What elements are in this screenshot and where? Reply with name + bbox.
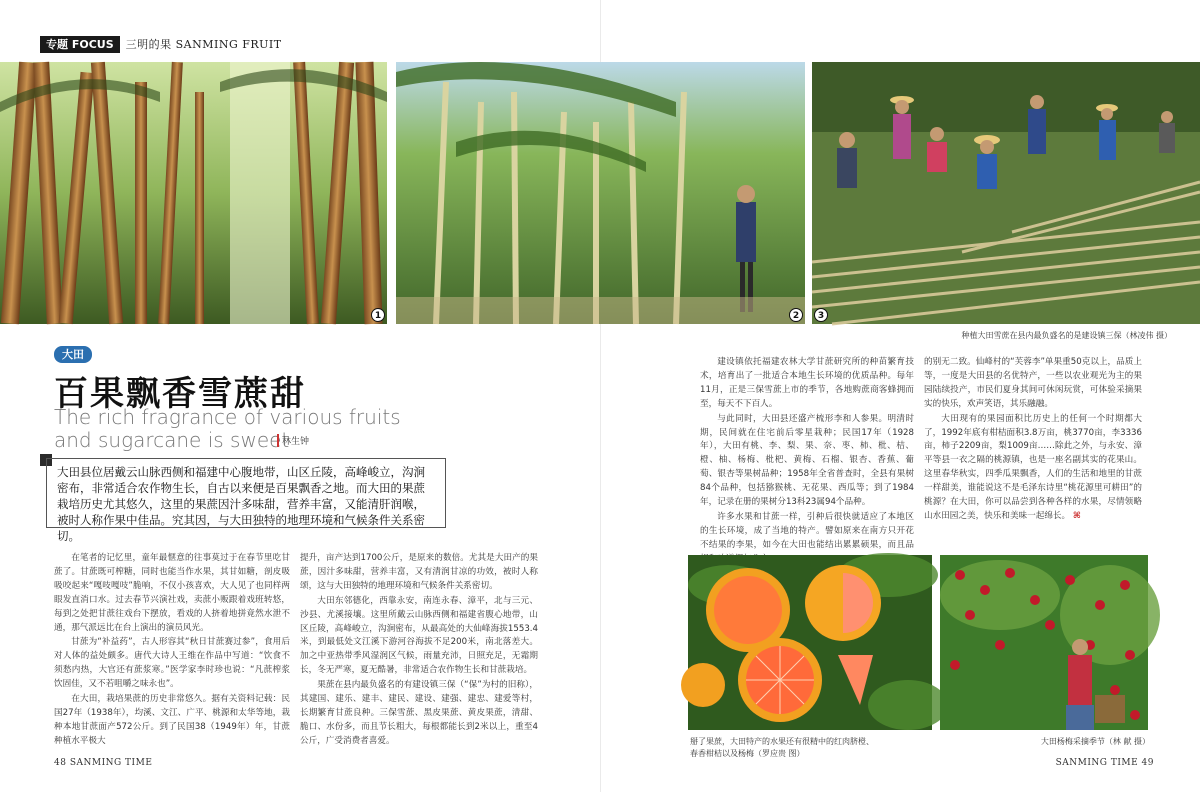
section-tag: 专题 FOCUS xyxy=(40,36,120,53)
paragraph: 甘蔗为“补益药”，古人形容其“秋日甘蔗赛过参”，食用后对人体的益处颇多。唐代大诗人王维在作品中写道：“饮食不须愁内热，大官还有蔗浆寒。”医学家李时珍也说：“凡蔗榨浆饮固佳，又不若咀嚼之味永也”。 xyxy=(54,637,290,690)
section-title: 三明的果 SANMING FRUIT xyxy=(125,38,282,51)
article-title: 百果飘香雪蔗甜 xyxy=(54,374,306,414)
paragraph-text: 大田现有的果园面积比历史上的任何一个时期都大了，1992年底有柑桔面积3.8万亩，桃3770亩，李3336亩，柿子2209亩，梨1009亩……除此之外，与永安、漳平等县一衣之隔的桃源镇，也是一座名副其实的花果山。这里春华秋实，四季瓜果飘香，人们的生活和地里的甘蔗一样甜美，谁能说这不是毛泽东诗里“桃花源里可耕田”的桃源？在大田，你可以品尝到各种各样的水果，尽情领略山水田园之美，快乐和美味一起绵长。 xyxy=(924,413,1142,521)
paragraph: 与此同时，大田县还盛产梳形李和人参果。明清时期，民间就在住宅前后零星栽种；民国17年（1928年），大田有桃、李、梨、果、奈、枣、柿、枇、桔、橙、柚、杨梅、枇杷、黄梅、石榴、银杏、香蕉、葡萄、银杏等果树品种；1958年全省普查时，全县有果树84个品种，包括猕猴桃、无花果、西瓜等；到了1984年，记录在册的果树分13科23属94个品种。 xyxy=(700,413,914,508)
paragraph: 果蔗在县内最负盛名的有建设镇三保（“保”为村的旧称），其建国、建乐、建丰、建民、建设、建强、建忠、建爱等村，长期繁育甘蔗良种。三保雪蔗、黑皮果蔗、黄皮果蔗，清甜、脆口、水份多，而且节长粗大，每根都能长到2米以上，重至4公斤，广受消费者喜爱。 xyxy=(300,680,538,746)
paragraph: 建设镇依托福建农林大学甘蔗研究所的种苗繁育技术，培育出了一批适合本地生长环境的优质品种。每年11月，正是三保雪蔗上市的季节，各地购蔗商客蜂拥而至，每天不下百人。 xyxy=(700,357,914,409)
photo-caption-top: 种植大田雪蔗在县内最负盛名的是建设镇三保（林凌伟 摄） xyxy=(961,331,1172,340)
intro-paragraph: 大田县位居戴云山脉西侧和福建中心腹地带，山区丘陵，高峰峻立，沟涧密布，非常适合农作物生长，自古以来便是百果飘香之地。而大田的果蔗栽培历史尤其悠久，这里的果蔗因汁多味甜，营养丰富，又能清肝润喉，被时人称作果中佳品。究其因，与大田独特的地理环境和气候条件关系密切。 xyxy=(46,458,446,528)
paragraph: 的别无二致。仙峰村的“芙蓉李”单果重50克以上，品质上等，一度是大田县的名优特产，一些以农业观光为主的果园陆续投产，市民们夏身其间可休闲玩赏，可体验采摘果实的快乐，欢声笑语，其乐融融。 xyxy=(924,357,1142,409)
english-title-line-1: The rich fragrance of various fruits xyxy=(54,405,401,429)
author-byline: 林生钟 xyxy=(277,434,309,447)
photo-sugarcane-field-1 xyxy=(0,62,387,324)
photo-citrus-fruit xyxy=(688,555,932,730)
photo-number-2: 2 xyxy=(789,308,803,322)
paragraph: 提升，亩产达到1700公斤，是原来的数倍。尤其是大田产的果蔗，因汁多味甜，营养丰富，又有清润甘凉的功效，被时人称颂，这与大田独特的地理环境和气候条件关系密切。 xyxy=(300,553,538,591)
paragraph xyxy=(924,413,1142,524)
photo-bayberry-picking xyxy=(940,555,1148,730)
end-mark-icon: ⌘ xyxy=(1072,510,1081,521)
paragraph: 在笔者的记忆里，童年最惬意的往事莫过于在春节里吃甘蔗了。甘蔗既可榨糖，同时也能当作水果，其甘如糖，剖皮吸吸咬起来“嘎吱嘎吱”脆响，不仅小孩喜欢，大人见了也同样两眼发直消口水。过去春节兴演社戏，卖蔗小贩跟着戏班转悠，每到之处把甘蔗往戏台下摆放，看戏的人挤着地拼竟然水泄不通，那气派远比在台上演出的演员风光。 xyxy=(54,553,290,633)
paragraph: 在大田，栽培果蔗的历史非常悠久。据有关资料记载：民国27年（1938年），均溪、文江、广平、桃源和太华等地，栽种本地甘蔗面产572公斤。到了民国38（1949年）年，甘蔗种植水平极大 xyxy=(54,694,290,746)
paragraph: 许多水果和甘蔗一样，引种后很快就适应了本地区的生长环境，成了当地的特产。譬如原来在南方只开花不结果的李果，如今在大田也能结出累累硕果，而且品 xyxy=(700,511,914,550)
paragraph: 大田东邻德化，西靠永安，南连永春、漳平，北与三元、沙县、尤溪接壤。这里所戴云山脉西侧和福建省腹心地带，山区丘陵，高峰峻立，沟涧密布，从最高处的大仙峰海拔1553.4米，到最低处文江溪下游河谷海拔不足200米，南北落差大。加之中亚热带季风湿润区气候，雨量充沛，日照充足，无霜期长，冬无严寒，夏无酷暑，非常适合农作物生长和甘蔗栽培。 xyxy=(300,595,538,676)
page-number-left: 48 SANMING TIME xyxy=(54,758,153,768)
photo-number-3: 3 xyxy=(814,308,828,322)
article-title-english xyxy=(54,406,401,452)
english-title-line-2: and sugarcane is sweet xyxy=(54,428,290,452)
location-kicker: 大田 xyxy=(54,346,92,363)
photo-sugarcane-harvest xyxy=(812,62,1200,324)
caption-fruit: 掰了果蔗，大田特产的水果还有很精中的红肉脐橙、春香柑桔以及杨梅（罗应贵 图） xyxy=(690,737,874,758)
caption-bayberry: 大田杨梅采摘季节（林 献 摄） xyxy=(1040,737,1150,746)
photo-sugarcane-field-2 xyxy=(396,62,805,324)
body-column-4 xyxy=(924,356,1142,542)
body-column-2 xyxy=(300,552,538,746)
page-number-right: SANMING TIME 49 xyxy=(1055,758,1154,768)
body-column-3 xyxy=(700,356,914,550)
body-column-1 xyxy=(54,552,290,746)
photo-number-1: 1 xyxy=(371,308,385,322)
section-header xyxy=(40,34,282,54)
